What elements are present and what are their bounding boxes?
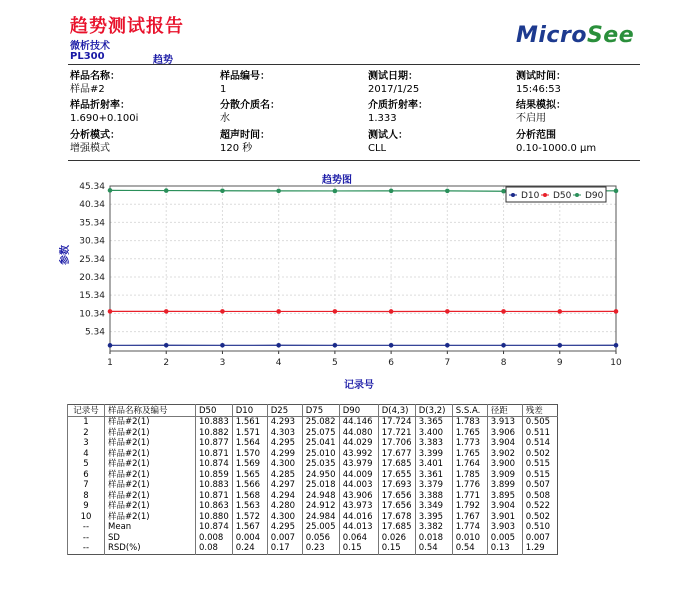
data-point-d50 xyxy=(220,309,225,314)
table-cell: 25.035 xyxy=(302,459,339,470)
table-cell: 1 xyxy=(68,417,105,428)
table-row xyxy=(68,491,558,502)
column-header: S.S.A. xyxy=(452,405,487,417)
info-label: 结果模拟： xyxy=(516,100,566,111)
table-cell: 25.075 xyxy=(302,428,339,439)
table-cell: 3.379 xyxy=(415,480,452,491)
table-cell: 4.303 xyxy=(267,428,302,439)
table-row xyxy=(68,501,558,512)
table-cell: 0.15 xyxy=(339,543,378,554)
table-cell: 4.297 xyxy=(267,480,302,491)
results-table xyxy=(67,404,558,555)
info-label: 样品折射率： xyxy=(70,100,130,111)
table-cell: 43.992 xyxy=(339,449,378,460)
x-tick-label: 8 xyxy=(500,358,507,368)
instrument-model: PL300 xyxy=(70,51,105,62)
column-header: D50 xyxy=(196,405,233,417)
info-value: 1 xyxy=(220,84,227,95)
table-cell: 1.570 xyxy=(232,449,267,460)
table-cell: 17.656 xyxy=(378,501,415,512)
table-cell: 样品#2(1) xyxy=(105,512,196,523)
column-header: 残差 xyxy=(522,405,557,417)
info-value: 水 xyxy=(220,113,230,124)
table-cell: 0.510 xyxy=(522,522,557,533)
column-header: D(3,2) xyxy=(415,405,452,417)
data-point-d90 xyxy=(164,188,169,193)
table-cell: 0.522 xyxy=(522,501,557,512)
table-cell: 43.906 xyxy=(339,491,378,502)
x-tick-label: 2 xyxy=(163,358,170,368)
table-cell: 3.903 xyxy=(487,522,522,533)
data-point-d10 xyxy=(220,343,225,348)
data-point-d50 xyxy=(614,309,619,314)
table-cell: 17.724 xyxy=(378,417,415,428)
y-tick-label: 15.34 xyxy=(79,291,105,302)
table-row xyxy=(68,417,558,428)
table-cell: 17.655 xyxy=(378,470,415,481)
y-tick-label: 20.34 xyxy=(79,272,105,283)
data-point-d50 xyxy=(501,309,506,314)
table-cell: 44.029 xyxy=(339,438,378,449)
table-cell: 4 xyxy=(68,449,105,460)
data-point-d90 xyxy=(108,188,113,193)
table-cell: 10.859 xyxy=(196,470,233,481)
table-cell: 0.17 xyxy=(267,543,302,554)
table-cell: 0.54 xyxy=(415,543,452,554)
table-cell: 1.563 xyxy=(232,501,267,512)
data-point-d10 xyxy=(108,343,113,348)
table-cell: 0.004 xyxy=(232,533,267,544)
table-cell: 3.913 xyxy=(487,417,522,428)
table-cell: 1.765 xyxy=(452,449,487,460)
column-header: 样品名称及编号 xyxy=(105,405,196,417)
table-cell: 4.300 xyxy=(267,459,302,470)
x-tick-label: 10 xyxy=(610,358,622,368)
table-cell: 样品#2(1) xyxy=(105,449,196,460)
table-cell: 样品#2(1) xyxy=(105,480,196,491)
table-cell: 3.382 xyxy=(415,522,452,533)
x-tick-label: 1 xyxy=(107,358,113,368)
legend-marker-d10 xyxy=(511,193,515,197)
legend-label-d50: D50 xyxy=(553,191,572,201)
x-tick-label: 5 xyxy=(332,358,338,368)
table-cell: 0.505 xyxy=(522,417,557,428)
table-cell: 0.514 xyxy=(522,438,557,449)
table-cell: 4.280 xyxy=(267,501,302,512)
y-tick-label: 25.34 xyxy=(79,254,105,265)
x-tick-label: 7 xyxy=(444,358,451,368)
y-tick-label: 40.34 xyxy=(79,200,105,211)
info-value: 0.10-1000.0 μm xyxy=(516,143,597,154)
table-cell: 0.23 xyxy=(302,543,339,554)
table-cell: 17.685 xyxy=(378,522,415,533)
info-value: 样品#2 xyxy=(70,84,105,95)
table-cell: 6 xyxy=(68,470,105,481)
data-point-d50 xyxy=(276,309,281,314)
table-cell: 0.08 xyxy=(196,543,233,554)
data-point-d10 xyxy=(445,343,450,348)
table-cell: 1.561 xyxy=(232,417,267,428)
table-cell: 3.904 xyxy=(487,438,522,449)
x-tick-label: 4 xyxy=(275,358,282,368)
table-cell: 10.874 xyxy=(196,522,233,533)
table-cell: 5 xyxy=(68,459,105,470)
table-cell: 24.948 xyxy=(302,491,339,502)
table-cell: -- xyxy=(68,533,105,544)
table-cell: 3.361 xyxy=(415,470,452,481)
table-cell: 0.54 xyxy=(452,543,487,554)
info-value: 2017/1/25 xyxy=(368,84,420,95)
table-cell: 17.685 xyxy=(378,459,415,470)
y-tick-label: 45.34 xyxy=(79,182,105,192)
data-point-d50 xyxy=(389,309,394,314)
table-cell: 43.973 xyxy=(339,501,378,512)
table-cell: 样品#2(1) xyxy=(105,501,196,512)
table-cell: 24.912 xyxy=(302,501,339,512)
column-header: D75 xyxy=(302,405,339,417)
table-cell: 1.569 xyxy=(232,459,267,470)
table-cell: 1.572 xyxy=(232,512,267,523)
table-cell: 9 xyxy=(68,501,105,512)
table-cell: 25.041 xyxy=(302,438,339,449)
table-cell: 17.693 xyxy=(378,480,415,491)
table-cell: 样品#2(1) xyxy=(105,459,196,470)
table-cell: 4.300 xyxy=(267,512,302,523)
table-cell: 10.882 xyxy=(196,428,233,439)
table-cell: 1.571 xyxy=(232,428,267,439)
y-tick-label: 5.34 xyxy=(84,327,105,338)
table-cell: 4.293 xyxy=(267,417,302,428)
table-cell: 44.003 xyxy=(339,480,378,491)
info-label: 测试人： xyxy=(368,130,408,141)
info-value: CLL xyxy=(368,143,387,154)
data-point-d90 xyxy=(614,189,619,194)
table-cell: 0.511 xyxy=(522,428,557,439)
table-row xyxy=(68,438,558,449)
data-point-d50 xyxy=(164,309,169,314)
table-row xyxy=(68,543,558,554)
column-header: D90 xyxy=(339,405,378,417)
table-cell: 0.515 xyxy=(522,470,557,481)
table-cell: 24.984 xyxy=(302,512,339,523)
data-point-d90 xyxy=(501,189,506,194)
y-tick-label: 10.34 xyxy=(79,309,105,320)
data-point-d10 xyxy=(276,343,281,348)
table-cell: 3.395 xyxy=(415,512,452,523)
table-cell: 3.349 xyxy=(415,501,452,512)
x-tick-label: 3 xyxy=(219,358,226,368)
company-name: 微析技术 xyxy=(70,41,110,52)
table-cell: 0.056 xyxy=(302,533,339,544)
x-tick-label: 6 xyxy=(388,358,394,368)
table-cell: 44.016 xyxy=(339,512,378,523)
legend-marker-d90 xyxy=(575,193,579,197)
table-cell: 10.877 xyxy=(196,438,233,449)
table-cell: 1.565 xyxy=(232,470,267,481)
legend-label-d90: D90 xyxy=(585,191,604,201)
table-cell: 25.005 xyxy=(302,522,339,533)
info-label: 分析范围 xyxy=(516,130,556,141)
info-label: 样品编号： xyxy=(220,71,270,82)
table-cell: 4.294 xyxy=(267,491,302,502)
table-cell: 0.508 xyxy=(522,491,557,502)
table-cell: 样品#2(1) xyxy=(105,438,196,449)
data-point-d50 xyxy=(333,309,338,314)
column-header: D25 xyxy=(267,405,302,417)
info-label: 分散介质名： xyxy=(220,100,280,111)
table-row xyxy=(68,470,558,481)
table-cell: 17.721 xyxy=(378,428,415,439)
table-cell: 0.15 xyxy=(378,543,415,554)
data-point-d10 xyxy=(557,343,562,348)
table-cell: 24.950 xyxy=(302,470,339,481)
table-cell: 3.365 xyxy=(415,417,452,428)
plot-area xyxy=(110,186,616,351)
info-label: 测试日期： xyxy=(368,71,418,82)
table-cell: RSD(%) xyxy=(105,543,196,554)
table-cell: 1.776 xyxy=(452,480,487,491)
table-cell: 1.774 xyxy=(452,522,487,533)
data-point-d10 xyxy=(164,343,169,348)
table-cell: 43.979 xyxy=(339,459,378,470)
table-cell: 0.018 xyxy=(415,533,452,544)
brand-logo: MicroSee xyxy=(516,23,635,48)
info-value: 120 秒 xyxy=(220,143,253,154)
table-cell: 3.904 xyxy=(487,501,522,512)
report-title: 趋势测试报告 xyxy=(70,16,184,37)
table-row xyxy=(68,428,558,439)
table-cell: 25.018 xyxy=(302,480,339,491)
table-cell: 1.764 xyxy=(452,459,487,470)
table-cell: 0.005 xyxy=(487,533,522,544)
table-cell: 10.880 xyxy=(196,512,233,523)
table-cell: 10.874 xyxy=(196,459,233,470)
table-cell: 0.008 xyxy=(196,533,233,544)
table-cell: 0.13 xyxy=(487,543,522,554)
data-point-d90 xyxy=(333,189,338,194)
table-cell: 3.899 xyxy=(487,480,522,491)
table-cell: 样品#2(1) xyxy=(105,428,196,439)
table-cell: 44.080 xyxy=(339,428,378,439)
table-cell: 3.400 xyxy=(415,428,452,439)
table-cell: 44.013 xyxy=(339,522,378,533)
table-row xyxy=(68,512,558,523)
table-cell: 2 xyxy=(68,428,105,439)
table-cell: 1.767 xyxy=(452,512,487,523)
report-type: 趋势 xyxy=(153,55,173,66)
table-cell: 1.792 xyxy=(452,501,487,512)
legend-marker-d50 xyxy=(543,193,547,197)
table-cell: 44.146 xyxy=(339,417,378,428)
table-row xyxy=(68,522,558,533)
info-label: 分析模式： xyxy=(70,130,120,141)
table-cell: 3.902 xyxy=(487,449,522,460)
table-cell: 1.771 xyxy=(452,491,487,502)
table-cell: 17.656 xyxy=(378,491,415,502)
table-cell: 1.29 xyxy=(522,543,557,554)
table-cell: 样品#2(1) xyxy=(105,470,196,481)
table-cell: 1.765 xyxy=(452,428,487,439)
table-cell: 4.299 xyxy=(267,449,302,460)
table-cell: 3.906 xyxy=(487,428,522,439)
table-cell: 4.295 xyxy=(267,522,302,533)
table-cell: 3.399 xyxy=(415,449,452,460)
table-cell: 0.026 xyxy=(378,533,415,544)
chart-x-label: 记录号 xyxy=(344,380,374,391)
table-cell: 44.009 xyxy=(339,470,378,481)
info-value: 1.690+0.100i xyxy=(70,113,139,124)
table-row xyxy=(68,533,558,544)
info-label: 测试时间： xyxy=(516,71,566,82)
table-row xyxy=(68,480,558,491)
table-cell: 4.295 xyxy=(267,438,302,449)
data-point-d10 xyxy=(333,343,338,348)
info-label: 超声时间： xyxy=(220,130,270,141)
y-tick-label: 35.34 xyxy=(79,218,105,229)
table-cell: 25.010 xyxy=(302,449,339,460)
table-cell: -- xyxy=(68,522,105,533)
table-cell: 0.502 xyxy=(522,512,557,523)
table-cell: -- xyxy=(68,543,105,554)
column-header: 记录号 xyxy=(68,405,105,417)
data-point-d90 xyxy=(389,189,394,194)
table-cell: 3.900 xyxy=(487,459,522,470)
table-cell: 样品#2(1) xyxy=(105,417,196,428)
table-cell: 3.901 xyxy=(487,512,522,523)
table-cell: 1.783 xyxy=(452,417,487,428)
table-cell: 10.871 xyxy=(196,491,233,502)
data-point-d10 xyxy=(614,343,619,348)
table-cell: 样品#2(1) xyxy=(105,491,196,502)
table-cell: 0.24 xyxy=(232,543,267,554)
table-cell: 25.082 xyxy=(302,417,339,428)
chart-title: 趋势图 xyxy=(322,175,352,186)
info-value: 增强模式 xyxy=(70,143,110,154)
column-header: D10 xyxy=(232,405,267,417)
info-label: 样品名称： xyxy=(70,71,120,82)
table-cell: 10.863 xyxy=(196,501,233,512)
table-cell: 0.007 xyxy=(522,533,557,544)
table-cell: 1.564 xyxy=(232,438,267,449)
table-cell: 8 xyxy=(68,491,105,502)
column-header: 径距 xyxy=(487,405,522,417)
table-cell: 0.010 xyxy=(452,533,487,544)
data-point-d50 xyxy=(445,309,450,314)
data-point-d10 xyxy=(389,343,394,348)
table-cell: 7 xyxy=(68,480,105,491)
table-cell: 3.909 xyxy=(487,470,522,481)
data-point-d90 xyxy=(276,189,281,194)
data-point-d90 xyxy=(220,188,225,193)
info-value: 1.333 xyxy=(368,113,397,124)
table-cell: 10.883 xyxy=(196,417,233,428)
table-cell: 1.567 xyxy=(232,522,267,533)
chart-y-label: 参数 xyxy=(60,245,71,265)
table-cell: 1.785 xyxy=(452,470,487,481)
table-cell: 4.285 xyxy=(267,470,302,481)
table-cell: 3.383 xyxy=(415,438,452,449)
table-cell: 10.871 xyxy=(196,449,233,460)
table-row xyxy=(68,459,558,470)
table-row xyxy=(68,449,558,460)
table-cell: 0.502 xyxy=(522,449,557,460)
info-label: 介质折射率： xyxy=(368,100,428,111)
table-cell: 0.007 xyxy=(267,533,302,544)
data-point-d10 xyxy=(501,343,506,348)
x-tick-label: 9 xyxy=(556,358,563,368)
table-cell: 3.401 xyxy=(415,459,452,470)
table-cell: 0.515 xyxy=(522,459,557,470)
table-cell: 1.773 xyxy=(452,438,487,449)
data-point-d50 xyxy=(108,309,113,314)
data-point-d90 xyxy=(445,189,450,194)
table-cell: 1.566 xyxy=(232,480,267,491)
info-value: 15:46:53 xyxy=(516,84,561,95)
table-cell: 3.388 xyxy=(415,491,452,502)
table-cell: 0.507 xyxy=(522,480,557,491)
table-cell: 0.064 xyxy=(339,533,378,544)
table-cell: 17.678 xyxy=(378,512,415,523)
data-point-d50 xyxy=(557,309,562,314)
table-cell: 17.706 xyxy=(378,438,415,449)
table-cell: 3.895 xyxy=(487,491,522,502)
table-cell: 3 xyxy=(68,438,105,449)
table-cell: Mean xyxy=(105,522,196,533)
y-tick-label: 30.34 xyxy=(79,236,105,247)
column-header: D(4,3) xyxy=(378,405,415,417)
info-value: 不启用 xyxy=(516,113,546,124)
results-table-header xyxy=(68,405,558,417)
table-cell: 10.883 xyxy=(196,480,233,491)
table-cell: 10 xyxy=(68,512,105,523)
table-cell: SD xyxy=(105,533,196,544)
legend-label-d10: D10 xyxy=(521,191,540,201)
table-cell: 17.677 xyxy=(378,449,415,460)
table-cell: 1.568 xyxy=(232,491,267,502)
